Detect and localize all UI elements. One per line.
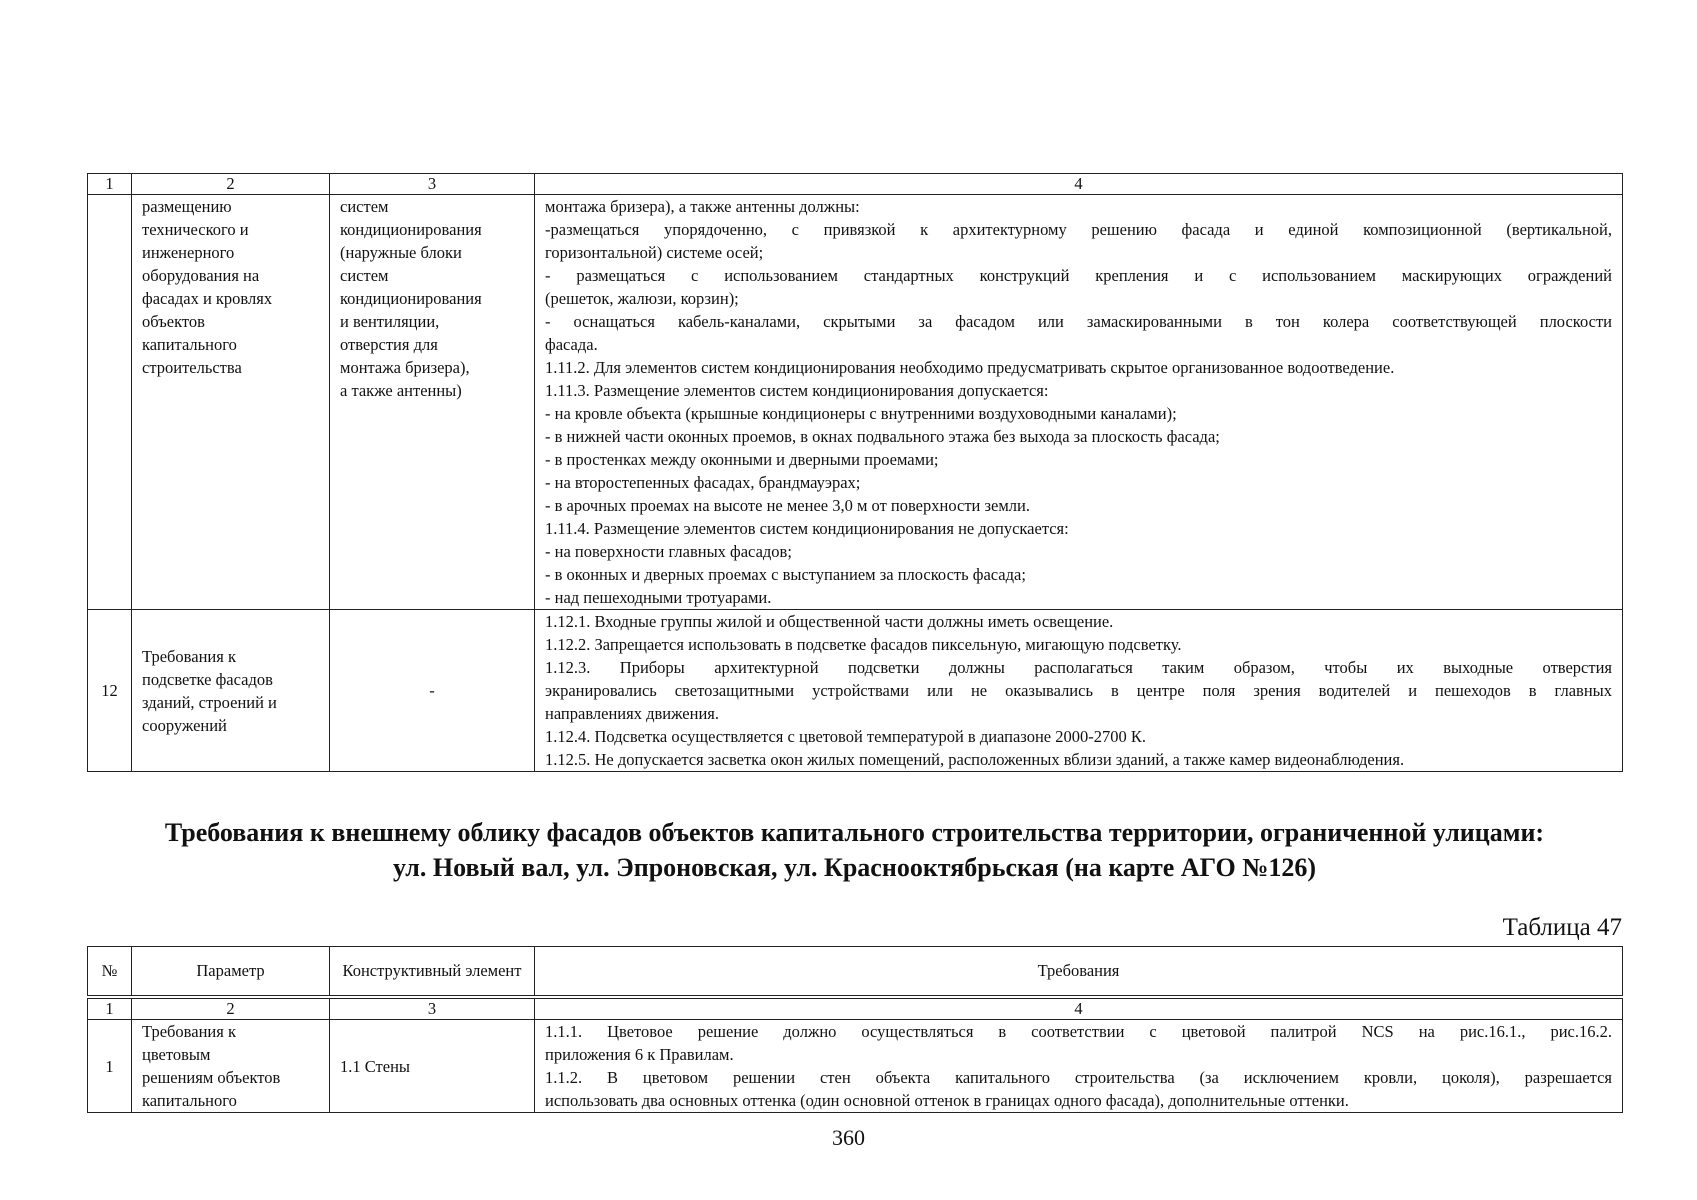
requirements-cell: 1.12.1. Входные группы жилой и общественной части должны иметь освещение. 1.12.2. Запрещается использовать в подсветке фасадов пиксельную, мигающую подсветку. 1.12.3. Приборы архитектурной подсветки должны располагаться таким образом, чтобы их выходные отверстия экранировались светозащитными устройствами или не оказывались в центре поля зрения водителей и пешеходов в главных направлениях движения. 1.12.4. Подсветка осуществляется с цветовой температурой в диапазоне 2000-2700 К. 1.12.5. Не допускается засветка окон жилых помещений, расположенных вблизи зданий, а также камер видеонаблюдения. xyxy=(535,610,1623,772)
table-header-row xyxy=(88,947,1623,998)
param-cell: Требования к цветовым решениям объектов капитального xyxy=(132,1020,330,1113)
row-number-cell: 1 xyxy=(88,1020,132,1113)
header-cell: № xyxy=(88,947,132,998)
requirements-cell: монтажа бризера), а также антенны должны: -размещаться упорядоченно, с привязкой к архитектурному решению фасада и единой композиционной (вертикальной, горизонтальной) системе осей; - размещаться с использованием стандартных конструкций крепления и с использованием маскирующих ограждений (решеток, жалюзи, корзин); - оснащаться кабель-каналами, скрытыми за фасадом или замаскированными в тон колера соответствующей плоскости фасада. 1.11.2. Для элементов систем кондиционирования необходимо предусматривать скрытое организованное водоотведение. 1.11.3. Размещение элементов систем кондиционирования допускается: - на кровле объекта (крышные кондиционеры с внутренними воздуховодными каналами); - в нижней части оконных проемов, в окнах подвального этажа без выхода за плоскость фасада; - в простенках между оконными и дверными проемами; - на второстепенных фасадах, брандмауэрах; - в арочных проемах на высоте не менее 3,0 м от поверхности земли. 1.11.4. Размещение элементов систем кондиционирования не допускается: - на поверхности главных фасадов; - в оконных и дверных проемах с выступанием за плоскость фасада; - над пешеходными тротуарами. xyxy=(535,195,1623,610)
column-number: 4 xyxy=(535,174,1623,195)
element-cell: - xyxy=(330,610,535,772)
table-row xyxy=(88,195,1623,610)
column-number: 3 xyxy=(330,997,535,1020)
requirements-cell: 1.1.1. Цветовое решение должно осуществляться в соответствии с цветовой палитрой NCS на рис.16.1., рис.16.2. приложения 6 к Правилам. 1.1.2. В цветовом решении стен объекта капитального строительства (за исключением кровли, цоколя), разрешается использовать два основных оттенка (один основной оттенок в границах одного фасада), дополнительные оттенки. xyxy=(535,1020,1623,1113)
section-heading xyxy=(87,815,1622,885)
section-heading-line: Требования к внешнему облику фасадов объектов капитального строительства территории, ограниченной улицами: xyxy=(164,818,1545,847)
table-label: Таблица 47 xyxy=(1502,914,1622,941)
element-cell: 1.1 Стены xyxy=(330,1020,535,1113)
param-cell: размещению технического и инженерного оборудования на фасадах и кровлях объектов капитального строительства xyxy=(132,195,330,610)
section-heading-line: ул. Новый вал, ул. Эпроновская, ул. Краснооктябрьская (на карте АГО №126) xyxy=(392,853,1317,882)
header-cell: Требования xyxy=(535,947,1623,998)
page-number: 360 xyxy=(832,1125,865,1150)
table-row xyxy=(88,610,1623,772)
requirements-table-47 xyxy=(87,946,1623,1113)
param-cell: Требования к подсветке фасадов зданий, строений и сооружений xyxy=(132,610,330,772)
column-number-row xyxy=(88,174,1623,195)
column-number: 3 xyxy=(330,174,535,195)
row-number-cell: 12 xyxy=(88,610,132,772)
header-cell: Параметр xyxy=(132,947,330,998)
column-number: 1 xyxy=(88,174,132,195)
column-number: 2 xyxy=(132,174,330,195)
header-cell: Конструктивный элемент xyxy=(330,947,535,998)
row-number-cell xyxy=(88,195,132,610)
column-number-row xyxy=(88,997,1623,1020)
column-number: 4 xyxy=(535,997,1623,1020)
column-number: 1 xyxy=(88,997,132,1020)
table-row xyxy=(88,1020,1623,1113)
requirements-table-continued xyxy=(87,173,1623,772)
element-cell: систем кондиционирования (наружные блоки систем кондиционирования и вентиляции, отверстия для монтажа бризера), а также антенны) xyxy=(330,195,535,610)
column-number: 2 xyxy=(132,997,330,1020)
